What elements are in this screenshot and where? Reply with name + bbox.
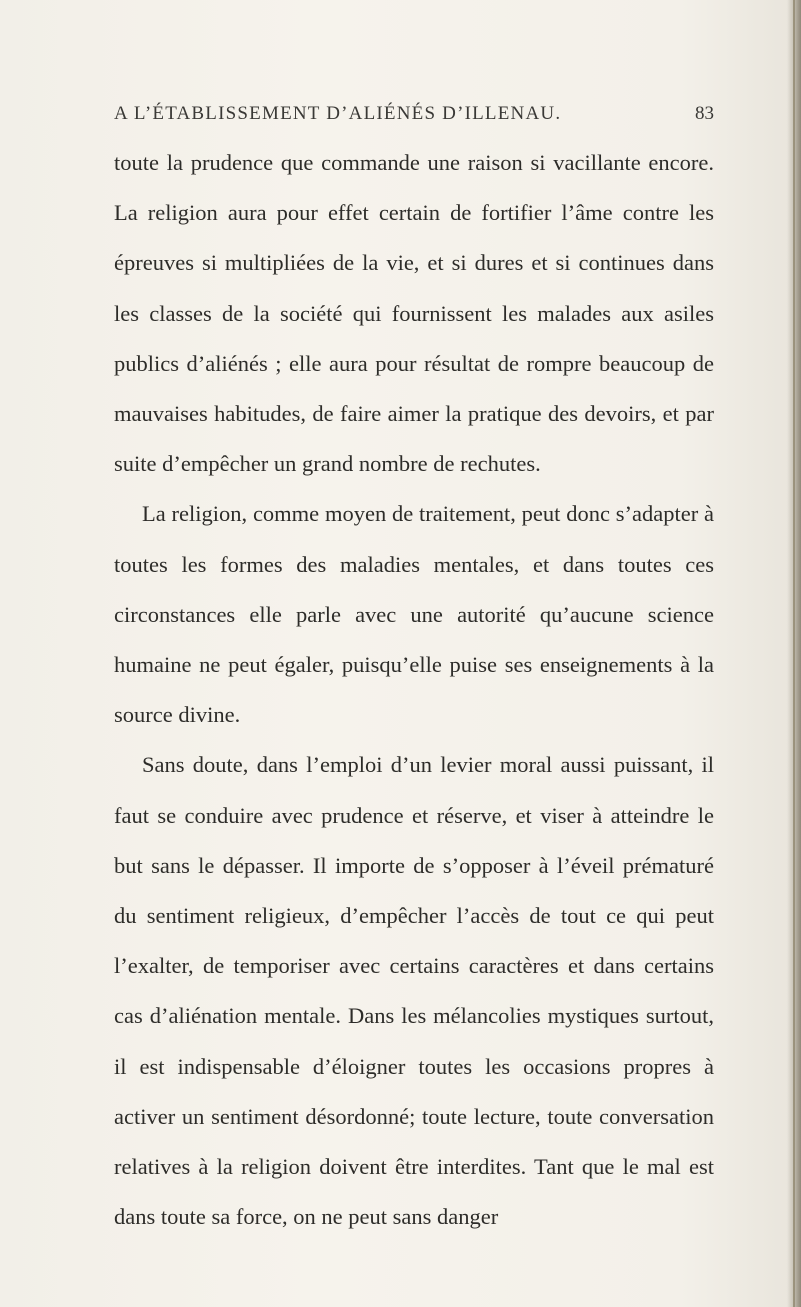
page-number: 83	[695, 103, 714, 124]
running-head: A L’ÉTABLISSEMENT D’ALIÉNÉS D’ILLENAU.	[114, 103, 562, 124]
page-edge-line	[793, 0, 795, 1307]
paragraph-1: toute la prudence que commande une raison si vacillante encore. La religion aura pour effet certain de fortifier l’âme contre les épreuves si multipliées de la vie, et si dures et si continues dans les classes de la société qui fournissent les malades aux asiles publics d’aliénés ; elle aura pour résultat de rompre beaucoup de mauvaises habitudes, de faire aimer la pratique des devoirs, et par suite d’empêcher un grand nombre de rechutes.	[114, 150, 714, 477]
paragraph-2: La religion, comme moyen de traitement, peut donc s’adapter à toutes les formes des maladies mentales, et dans toutes ces circonstances elle parle avec une autorité qu’aucune science humaine ne peut égaler, puisqu’elle puise ses enseignements à la source divine.	[114, 501, 714, 728]
page-header	[114, 103, 714, 137]
paragraph-3: Sans doute, dans l’emploi d’un levier moral aussi puissant, il faut se conduire avec prudence et réserve, et viser à atteindre le but sans le dépasser. Il importe de s’opposer à l’éveil prématuré du sentiment religieux, d’empêcher l’accès de tout ce qui peut l’exalter, de temporiser avec certains caractères et dans certains cas d’aliénation mentale. Dans les mélancolies mystiques surtout, il est indispensable d’éloigner toutes les occasions propres à activer un sentiment désordonné; toute lecture, toute conversation relatives à la religion doivent être interdites. Tant que le mal est dans toute sa force, on ne peut sans danger	[114, 752, 714, 1230]
body-text	[114, 138, 714, 1242]
